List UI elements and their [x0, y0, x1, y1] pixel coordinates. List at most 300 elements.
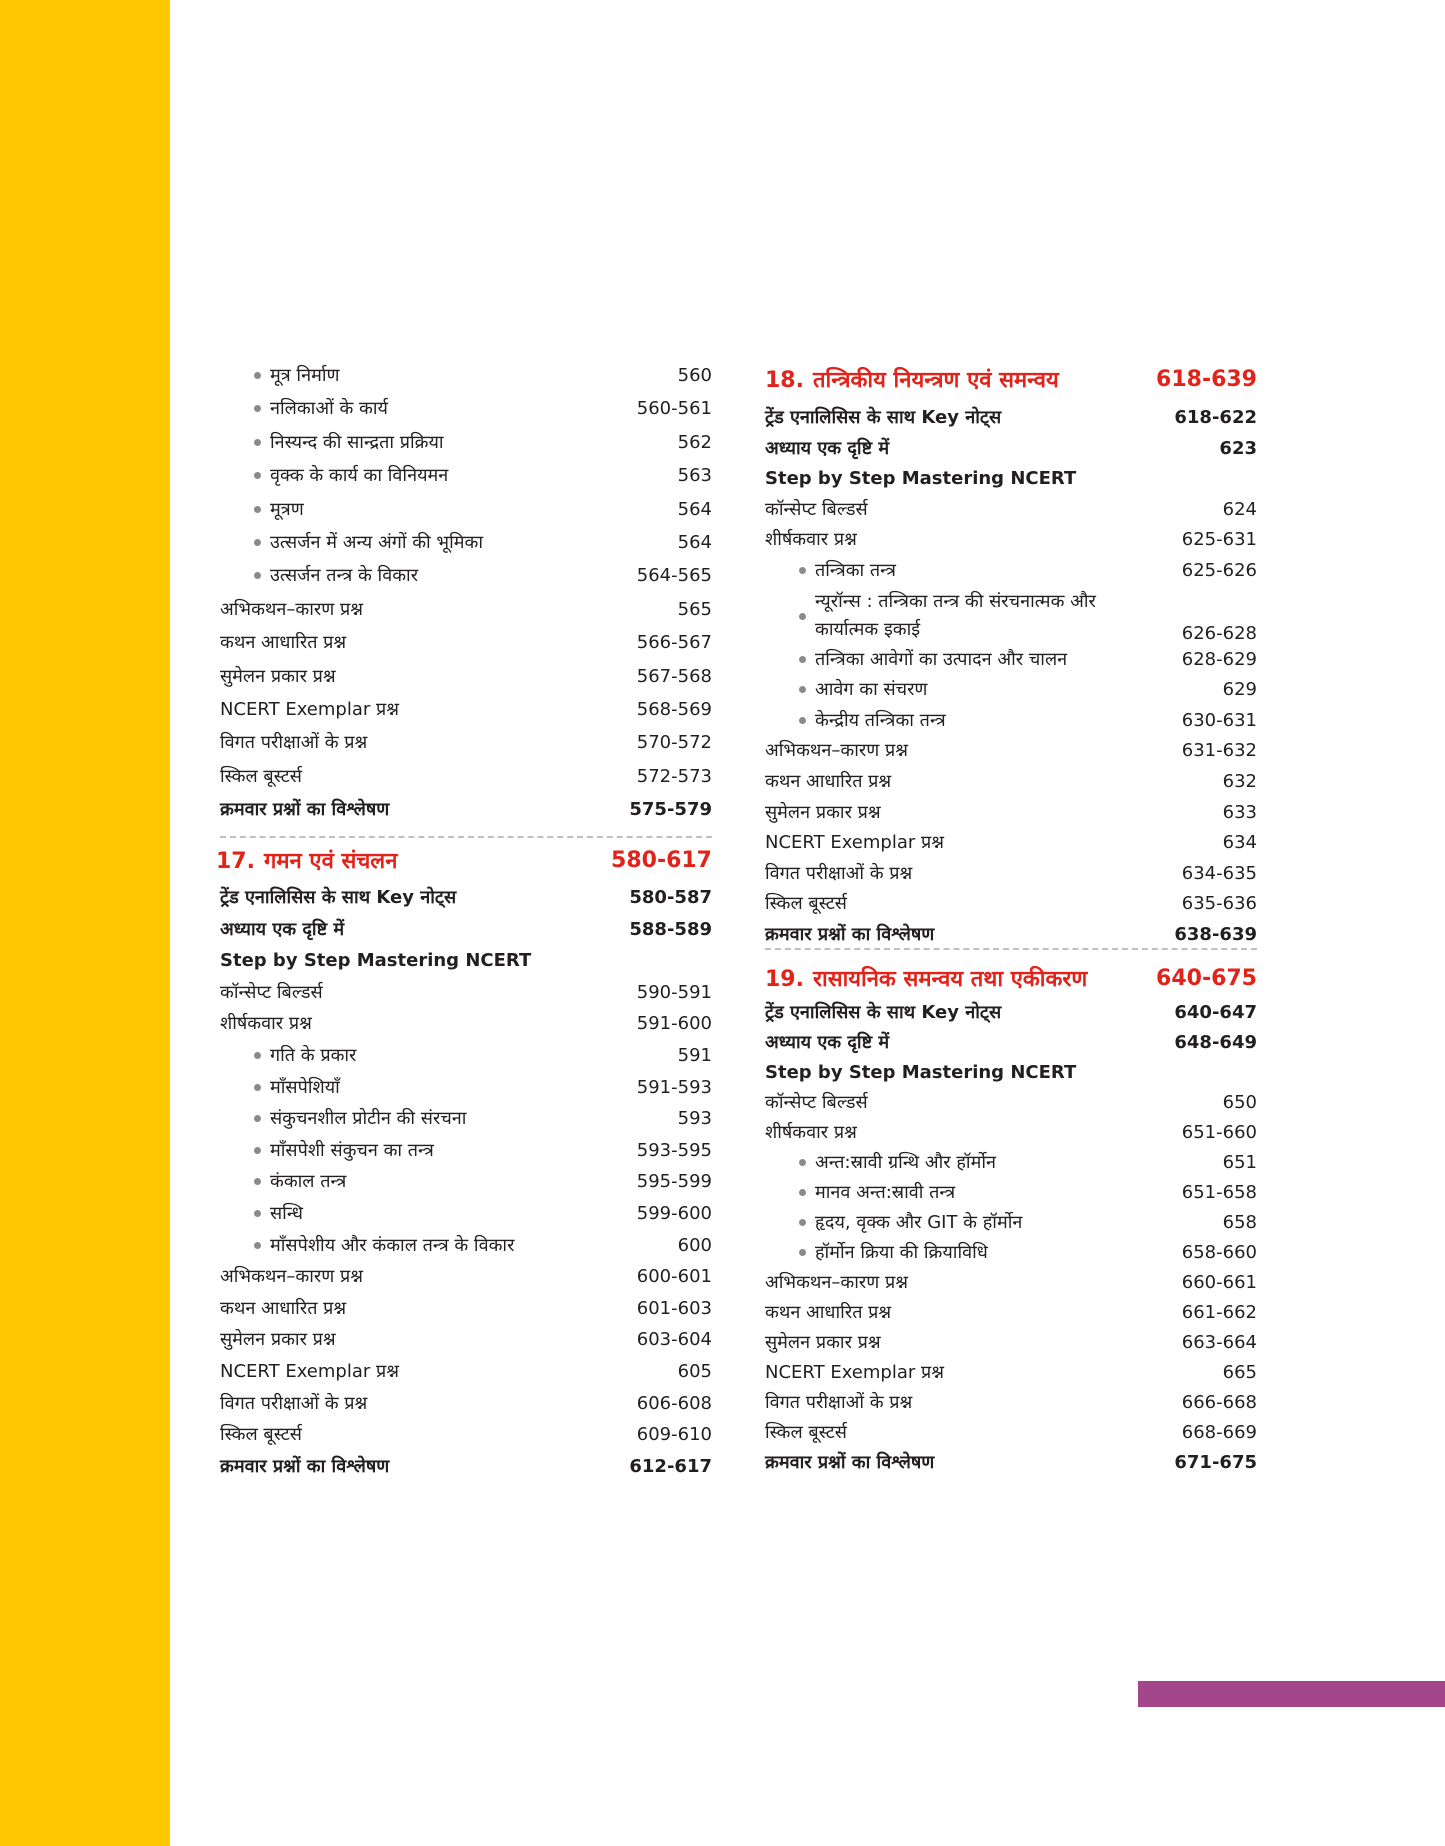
toc-entry-pages: 588-589: [629, 918, 712, 940]
bullet-icon: [799, 1189, 806, 1196]
toc-entry-pages: 560-561: [636, 397, 712, 419]
toc-entry-text: कथन आधारित प्रश्न: [765, 1302, 892, 1323]
section-divider: [220, 836, 712, 838]
toc-entry-text: स्किल बूस्टर्स: [220, 766, 302, 787]
toc-entry: [220, 794, 712, 824]
toc-entry: [765, 1327, 1257, 1357]
toc-entry-label: [220, 363, 340, 387]
toc-entry-text: शीर्षकवार प्रश्न: [765, 529, 857, 550]
toc-entry: [220, 727, 712, 757]
toc-entry-label: [220, 563, 418, 587]
toc-entry-label: [220, 664, 336, 688]
toc-entry-label: [220, 530, 483, 554]
toc-entry-text: तन्त्रिका तन्त्र: [815, 560, 896, 581]
toc-entry-pages: 593-595: [636, 1139, 712, 1161]
toc-entry-label: [765, 1030, 889, 1054]
toc-entry: [765, 1207, 1257, 1237]
toc-entry: [220, 594, 712, 624]
chapter-pages: 580-617: [611, 847, 712, 873]
toc-entry: [220, 527, 712, 557]
toc-entry-text: NCERT Exemplar प्रश्न: [765, 832, 944, 853]
toc-entry-text: माँसपेशीय और कंकाल तन्त्र के विकार: [270, 1235, 515, 1256]
toc-entry: [220, 1451, 712, 1481]
bullet-icon: [254, 539, 261, 546]
toc-entry: [765, 1297, 1257, 1327]
toc-entry: [220, 1135, 712, 1165]
toc-entry-text: कॉन्सेप्ट बिल्डर्स: [765, 1092, 868, 1113]
toc-entry: [220, 460, 712, 490]
bullet-icon: [799, 567, 806, 574]
toc-entry-text: सुमेलन प्रकार प्रश्न: [765, 802, 881, 823]
bullet-icon: [254, 372, 261, 379]
toc-entry-text: विगत परीक्षाओं के प्रश्न: [765, 863, 913, 884]
toc-entry-pages: 609-610: [636, 1423, 712, 1445]
toc-entry-label: [765, 1120, 857, 1144]
toc-entry-pages: 629: [1222, 678, 1257, 700]
toc-entry: [220, 1103, 712, 1133]
toc-entry: [765, 858, 1257, 888]
chapter-18-heading: [765, 359, 1257, 399]
toc-entry-label: [220, 1296, 346, 1320]
bullet-icon: [254, 472, 261, 479]
toc-entry-text: कॉन्सेप्ट बिल्डर्स: [220, 982, 323, 1003]
toc-entry-label: [220, 1359, 399, 1383]
toc-entry-pages: 572-573: [636, 765, 712, 787]
bullet-icon: [254, 1210, 261, 1217]
toc-entry-text: कथन आधारित प्रश्न: [220, 1298, 347, 1319]
bullet-icon: [254, 572, 261, 579]
toc-entry-label: [220, 1454, 389, 1478]
toc-entry-text: न्यूरॉन्स : तन्त्रिका तन्त्र की संरचनात्मक और कार्यात्मक इकाई: [815, 591, 1096, 640]
toc-entry: [765, 1087, 1257, 1117]
toc-entry-pages: 564: [677, 498, 712, 520]
toc-entry-text: गति के प्रकार: [270, 1045, 357, 1066]
toc-entry: [220, 1356, 712, 1386]
toc-entry-text: Step by Step Mastering NCERT: [220, 949, 532, 971]
toc-entry-label: [765, 677, 927, 701]
toc-entry: [765, 1117, 1257, 1147]
toc-entry-text: सुमेलन प्रकार प्रश्न: [220, 1329, 336, 1350]
toc-entry-text: अभिकथन–कारण प्रश्न: [220, 1266, 363, 1287]
chapter-pages: 618-639: [1156, 366, 1257, 392]
toc-entry-label: [765, 1180, 955, 1204]
toc-entry-pages: 626-628: [1181, 623, 1257, 644]
toc-entry: [220, 882, 712, 912]
toc-entry-pages: 661-662: [1181, 1301, 1257, 1323]
toc-entry-label: [220, 917, 344, 941]
toc-entry-label: [765, 738, 908, 762]
toc-entry-label: [765, 1000, 1001, 1024]
toc-entry: [765, 1267, 1257, 1297]
toc-entry-label: [765, 1270, 908, 1294]
toc-entry: [765, 827, 1257, 857]
toc-entry-pages: 666-668: [1181, 1391, 1257, 1413]
toc-entry-text: अध्याय एक दृष्टि में: [765, 1032, 890, 1053]
toc-entry: [765, 1237, 1257, 1267]
toc-entry-label: [220, 1075, 340, 1099]
toc-entry-pages: 630-631: [1181, 709, 1257, 731]
toc-entry-pages: 651: [1222, 1151, 1257, 1173]
bullet-icon: [254, 1084, 261, 1091]
toc-entry: [765, 888, 1257, 918]
toc-entry-label: [765, 1300, 891, 1324]
toc-entry: [765, 1177, 1257, 1207]
toc-entry-pages: 658: [1222, 1211, 1257, 1233]
chapter-19-heading: [765, 958, 1257, 998]
toc-entry-pages: 590-591: [636, 981, 712, 1003]
toc-entry-label: [765, 405, 1001, 429]
toc-entry: [765, 674, 1257, 704]
toc-entry-label: [220, 430, 444, 454]
toc-entry: [765, 586, 1257, 646]
toc-entry-label: [765, 1150, 996, 1174]
toc-entry: [220, 761, 712, 791]
toc-entry-pages: 568-569: [636, 698, 712, 720]
toc-entry-label: [765, 922, 934, 946]
toc-entry-pages: 635-636: [1181, 892, 1257, 914]
toc-entry-label: [220, 1391, 367, 1415]
toc-entry-text: निस्यन्द की सान्द्रता प्रक्रिया: [270, 432, 444, 453]
chapter-17-heading: [216, 840, 712, 880]
toc-entry-label: [765, 830, 944, 854]
toc-entry-pages: 624: [1222, 498, 1257, 520]
toc-entry-text: माँसपेशियाँ: [270, 1077, 340, 1098]
side-color-bar: [0, 0, 170, 1846]
bullet-icon: [254, 1052, 261, 1059]
toc-entry-pages: 634-635: [1181, 862, 1257, 884]
toc-entry-pages: 638-639: [1174, 923, 1257, 945]
toc-entry: [220, 494, 712, 524]
toc-entry-label: [220, 597, 363, 621]
toc-entry-label: [765, 647, 1067, 671]
toc-entry-pages: 650: [1222, 1091, 1257, 1113]
toc-entry-label: [765, 1450, 934, 1474]
corner-color-bar: [1138, 1681, 1445, 1707]
toc-entry-pages: 563: [677, 464, 712, 486]
toc-entry-pages: 599-600: [636, 1202, 712, 1224]
toc-entry-pages: 580-587: [629, 886, 712, 908]
bullet-icon: [799, 717, 806, 724]
toc-entry: [765, 735, 1257, 765]
toc-entry-text: Step by Step Mastering NCERT: [765, 1061, 1077, 1083]
toc-entry: [765, 1417, 1257, 1447]
toc-entry-pages: 601-603: [636, 1297, 712, 1319]
toc-entry-pages: 660-661: [1181, 1271, 1257, 1293]
toc-entry: [220, 1072, 712, 1102]
toc-entry: [220, 627, 712, 657]
toc-entry-text: आवेग का संचरण: [815, 679, 928, 700]
toc-entry-label: [220, 1138, 434, 1162]
toc-entry-label: [765, 588, 1125, 644]
toc-entry: [765, 1387, 1257, 1417]
toc-entry: [765, 644, 1257, 674]
toc-entry: [765, 797, 1257, 827]
toc-entry: [765, 402, 1257, 432]
bullet-icon: [799, 1159, 806, 1166]
section-divider: [765, 948, 1257, 950]
toc-entry-label: [220, 497, 304, 521]
toc-entry-pages: 560: [677, 364, 712, 386]
toc-entry: [765, 919, 1257, 949]
toc-entry-pages: 668-669: [1181, 1421, 1257, 1443]
toc-entry-text: ट्रेंड एनालिसिस के साथ Key नोट्स: [765, 1002, 1002, 1023]
toc-entry-text: शीर्षकवार प्रश्न: [220, 1013, 312, 1034]
toc-entry-pages: 591-593: [636, 1076, 712, 1098]
bullet-icon: [254, 405, 261, 412]
toc-entry-label: [220, 950, 531, 971]
toc-entry-pages: 605: [677, 1360, 712, 1382]
toc-entry-label: [765, 861, 912, 885]
toc-entry-pages: 600-601: [636, 1265, 712, 1287]
toc-entry-text: विगत परीक्षाओं के प्रश्न: [765, 1392, 913, 1413]
toc-entry: [220, 1388, 712, 1418]
toc-entry-text: उत्सर्जन में अन्य अंगों की भूमिका: [270, 532, 483, 553]
chapter-pages: 640-675: [1156, 965, 1257, 991]
toc-entry-text: कंकाल तन्त्र: [270, 1171, 347, 1192]
bullet-icon: [799, 656, 806, 663]
chapter-heading-label: [765, 963, 1087, 993]
toc-entry-text: मूत्रण: [270, 499, 304, 520]
toc-entry-text: कॉन्सेप्ट बिल्डर्स: [765, 499, 868, 520]
toc-entry: [220, 393, 712, 423]
toc-entry-text: स्किल बूस्टर्स: [220, 1424, 302, 1445]
toc-entry-text: अभिकथन–कारण प्रश्न: [765, 740, 908, 761]
bullet-icon: [799, 1219, 806, 1226]
toc-entry-label: [765, 436, 889, 460]
toc-entry-label: [220, 764, 302, 788]
toc-entry-label: [220, 1422, 302, 1446]
toc-entry-pages: 633: [1222, 801, 1257, 823]
toc-entry-label: [765, 497, 868, 521]
toc-entry-text: तन्त्रिका आवेगों का उत्पादन और चालन: [815, 649, 1068, 670]
chapter-title: गमन एवं संचलन: [264, 849, 398, 874]
bullet-icon: [254, 1242, 261, 1249]
toc-entry: [765, 1357, 1257, 1387]
bullet-icon: [799, 686, 806, 693]
toc-entry: [220, 945, 712, 975]
toc-entry-pages: 634: [1222, 831, 1257, 853]
toc-entry-pages: 570-572: [636, 731, 712, 753]
toc-entry-text: विगत परीक्षाओं के प्रश्न: [220, 1393, 368, 1414]
toc-entry-text: स्किल बूस्टर्स: [765, 1422, 847, 1443]
toc-entry-text: कथन आधारित प्रश्न: [765, 771, 892, 792]
toc-entry-label: [220, 1233, 514, 1257]
toc-entry-text: कथन आधारित प्रश्न: [220, 632, 347, 653]
bullet-icon: [254, 1178, 261, 1185]
toc-entry: [220, 1166, 712, 1196]
toc-entry-pages: 603-604: [636, 1328, 712, 1350]
toc-entry-text: वृक्क के कार्य का विनियमन: [270, 465, 449, 486]
toc-entry-label: [765, 1240, 988, 1264]
toc-entry: [220, 977, 712, 1007]
toc-entry-text: हृदय, वृक्क और GIT के हॉर्मोन: [815, 1212, 1023, 1233]
toc-entry: [220, 1008, 712, 1038]
toc-entry-text: अभिकथन–कारण प्रश्न: [220, 599, 363, 620]
toc-entry-text: शीर्षकवार प्रश्न: [765, 1122, 857, 1143]
toc-entry-pages: 562: [677, 431, 712, 453]
toc-entry-label: [765, 1062, 1076, 1083]
toc-entry-text: सुमेलन प्रकार प्रश्न: [765, 1332, 881, 1353]
toc-entry-text: केन्द्रीय तन्त्रिका तन्त्र: [815, 710, 946, 731]
toc-entry-text: हॉर्मोन क्रिया की क्रियाविधि: [815, 1242, 988, 1263]
toc-entry-pages: 600: [677, 1234, 712, 1256]
toc-entry-label: [765, 1330, 881, 1354]
toc-entry-pages: 591: [677, 1044, 712, 1066]
chapter-heading-label: [216, 845, 397, 875]
toc-entry: [220, 1419, 712, 1449]
toc-entry: [765, 705, 1257, 735]
toc-entry-label: [765, 527, 857, 551]
toc-entry-label: [220, 1043, 356, 1067]
toc-entry-pages: 565: [677, 598, 712, 620]
toc-entry-label: [220, 1201, 303, 1225]
toc-entry-text: अभिकथन–कारण प्रश्न: [765, 1272, 908, 1293]
toc-entry-label: [220, 797, 389, 821]
toc-entry: [220, 1324, 712, 1354]
toc-entry-label: [220, 1106, 466, 1130]
toc-entry-text: क्रमवार प्रश्नों का विश्लेषण: [220, 1456, 390, 1477]
toc-entry-pages: 625-631: [1181, 528, 1257, 550]
toc-entry-text: ट्रेंड एनालिसिस के साथ Key नोट्स: [765, 407, 1002, 428]
toc-entry: [220, 1040, 712, 1070]
toc-entry-label: [765, 769, 891, 793]
toc-entry-text: उत्सर्जन तन्त्र के विकार: [270, 565, 419, 586]
toc-entry-label: [765, 708, 946, 732]
toc-entry: [220, 1198, 712, 1228]
toc-entry-text: सन्धि: [270, 1203, 303, 1224]
toc-entry-label: [220, 396, 388, 420]
toc-entry-label: [220, 885, 456, 909]
toc-entry: [765, 463, 1257, 493]
chapter-number: 17.: [216, 849, 255, 874]
toc-entry-text: क्रमवार प्रश्नों का विश्लेषण: [765, 924, 935, 945]
bullet-icon: [254, 439, 261, 446]
toc-entry-label: [220, 1327, 336, 1351]
toc-entry: [765, 524, 1257, 554]
toc-entry-label: [220, 980, 323, 1004]
chapter-title: रासायनिक समन्वय तथा एकीकरण: [813, 967, 1088, 992]
toc-entry-text: क्रमवार प्रश्नों का विश्लेषण: [220, 799, 390, 820]
toc-entry-text: सुमेलन प्रकार प्रश्न: [220, 666, 336, 687]
toc-entry-text: माँसपेशी संकुचन का तन्त्र: [270, 1140, 434, 1161]
chapter-number: 18.: [765, 368, 804, 393]
bullet-icon: [799, 1249, 806, 1256]
toc-entry-text: NCERT Exemplar प्रश्न: [765, 1362, 944, 1383]
toc-entry-text: NCERT Exemplar प्रश्न: [220, 1361, 399, 1382]
toc-entry: [220, 427, 712, 457]
toc-entry: [220, 1261, 712, 1291]
toc-entry-pages: 595-599: [636, 1170, 712, 1192]
toc-entry: [765, 1447, 1257, 1477]
toc-entry-pages: 606-608: [636, 1392, 712, 1414]
toc-entry-text: विगत परीक्षाओं के प्रश्न: [220, 732, 368, 753]
toc-entry-pages: 591-600: [636, 1012, 712, 1034]
toc-entry-pages: 567-568: [636, 665, 712, 687]
toc-entry-label: [765, 1090, 868, 1114]
toc-entry-pages: 658-660: [1181, 1241, 1257, 1263]
toc-entry: [220, 560, 712, 590]
bullet-icon: [254, 506, 261, 513]
toc-entry-pages: 612-617: [629, 1455, 712, 1477]
toc-entry: [765, 433, 1257, 463]
toc-entry-pages: 663-664: [1181, 1331, 1257, 1353]
toc-entry-label: [765, 558, 896, 582]
toc-entry-pages: 665: [1222, 1361, 1257, 1383]
toc-entry-label: [765, 1210, 1022, 1234]
toc-entry-text: संकुचनशील प्रोटीन की संरचना: [270, 1108, 467, 1129]
toc-entry: [765, 766, 1257, 796]
toc-entry-pages: 623: [1219, 437, 1257, 459]
toc-entry-label: [765, 1390, 912, 1414]
toc-entry-label: [220, 1264, 363, 1288]
toc-entry-label: [220, 697, 399, 721]
toc-entry: [765, 1057, 1257, 1087]
toc-entry-label: [765, 1420, 847, 1444]
toc-entry-text: मूत्र निर्माण: [270, 365, 340, 386]
toc-entry: [765, 494, 1257, 524]
chapter-number: 19.: [765, 967, 804, 992]
toc-entry-pages: 648-649: [1174, 1031, 1257, 1053]
bullet-icon: [799, 613, 806, 620]
toc-entry-text: Step by Step Mastering NCERT: [765, 467, 1077, 489]
toc-entry-label: [765, 891, 847, 915]
toc-entry: [220, 1230, 712, 1260]
chapter-heading-label: [765, 364, 1059, 394]
toc-entry-text: NCERT Exemplar प्रश्न: [220, 699, 399, 720]
toc-entry-pages: 564: [677, 531, 712, 553]
toc-entry: [765, 555, 1257, 585]
toc-entry-label: [765, 800, 881, 824]
chapter-title: तन्त्रिकीय नियन्त्रण एवं समन्वय: [813, 368, 1059, 393]
toc-entry: [765, 1027, 1257, 1057]
toc-entry-text: अध्याय एक दृष्टि में: [765, 438, 890, 459]
toc-entry-text: मानव अन्त:स्रावी तन्त्र: [815, 1182, 956, 1203]
toc-entry-text: अन्त:स्रावी ग्रन्थि और हॉर्मोन: [815, 1152, 996, 1173]
toc-entry-pages: 632: [1222, 770, 1257, 792]
toc-entry-pages: 625-626: [1181, 559, 1257, 581]
toc-entry-text: नलिकाओं के कार्य: [270, 398, 388, 419]
toc-entry: [765, 1147, 1257, 1177]
toc-entry-label: [220, 730, 367, 754]
toc-entry-pages: 671-675: [1174, 1451, 1257, 1473]
toc-entry-label: [220, 463, 448, 487]
toc-entry-text: ट्रेंड एनालिसिस के साथ Key नोट्स: [220, 887, 457, 908]
toc-entry-label: [220, 1011, 312, 1035]
toc-entry-label: [220, 630, 346, 654]
toc-entry-pages: 651-658: [1181, 1181, 1257, 1203]
toc-entry-pages: 566-567: [636, 631, 712, 653]
toc-entry-pages: 575-579: [629, 798, 712, 820]
toc-entry-text: क्रमवार प्रश्नों का विश्लेषण: [765, 1452, 935, 1473]
toc-entry-pages: 593: [677, 1107, 712, 1129]
toc-entry-label: [765, 468, 1076, 489]
toc-entry-text: स्किल बूस्टर्स: [765, 893, 847, 914]
toc-entry-pages: 651-660: [1181, 1121, 1257, 1143]
toc-entry-pages: 618-622: [1174, 406, 1257, 428]
toc-entry: [765, 997, 1257, 1027]
toc-entry-pages: 631-632: [1181, 739, 1257, 761]
toc-entry-text: अध्याय एक दृष्टि में: [220, 919, 345, 940]
toc-entry: [220, 694, 712, 724]
toc-entry-pages: 628-629: [1181, 648, 1257, 670]
toc-entry: [220, 661, 712, 691]
toc-entry-pages: 640-647: [1174, 1001, 1257, 1023]
toc-entry-label: [220, 1169, 346, 1193]
toc-entry-label: [765, 1360, 944, 1384]
toc-entry-pages: 564-565: [636, 564, 712, 586]
bullet-icon: [254, 1115, 261, 1122]
toc-entry: [220, 360, 712, 390]
